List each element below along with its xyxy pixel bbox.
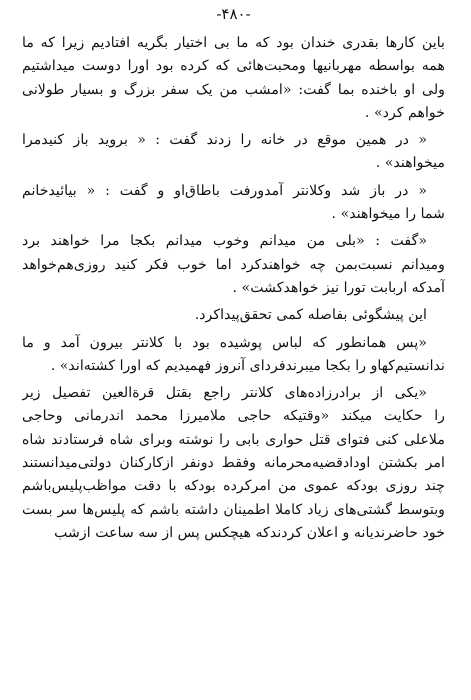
text-line: وبتوسط گشتی‌های زیاد کاملا اطمینان داشته باشم که پلیس‌ها سر بست bbox=[22, 501, 445, 518]
paragraph bbox=[22, 180, 445, 227]
text-line: « در باز شد وکلانتر آمدورفت باطاق‌او و گفت : « بیائیدخانم bbox=[22, 182, 427, 199]
text-line: چند روزی بودکه عموی من امرکرده بودکه با دقت مواظب‌پلیس‌باشم bbox=[22, 478, 445, 495]
text-line: شما را میخواهند» . bbox=[331, 206, 445, 223]
body-text bbox=[22, 32, 445, 545]
text-line: آمدکه اربابت تورا نیز خواهدکشت» . bbox=[232, 279, 445, 296]
text-line: باین کارها بقدری خندان بود که ما بی اختیار بگریه افتادیم زیرا که ما bbox=[22, 35, 445, 51]
text-line: « در همین موقع در خانه را زدند گفت : « بروید باز کنیدمرا bbox=[22, 132, 427, 149]
text-line: میخواهند» . bbox=[375, 155, 445, 172]
paragraph bbox=[22, 332, 445, 379]
text-line: امر بکشتن اوداد‌قضیه‌محرمانه وفقط دونفر ازکارکنان دولتی‌میدانستند bbox=[22, 455, 445, 472]
paragraph bbox=[22, 32, 445, 125]
text-line: ومیدانم نسبت‌بمن چه خواهندکرد اما خوب فکر کنید روزی‌هم‌خواهد bbox=[22, 256, 445, 273]
text-line: خواهم کرد» . bbox=[364, 104, 445, 121]
paragraph bbox=[22, 382, 445, 545]
paragraph bbox=[22, 230, 445, 300]
text-line: همه بواسطه مهربانیها ومحبت‌هائی که کرده بود اورا دوست میداشتیم bbox=[22, 58, 445, 75]
text-line: «پس همانطور که لباس پوشیده بود با کلانتر بیرون آمد و ما bbox=[22, 334, 427, 351]
text-line: خود حاضرندیانه و اعلان کردند‌که هیچکس پس از سه ساعت ازشب bbox=[54, 524, 445, 541]
text-line: ولی او باخنده بما گفت: «امشب من یک سفر بزرگ و بسیار طولانی bbox=[22, 81, 445, 98]
text-line: «یکی از برادرزاده‌های کلانتر راجع بقتل قرةالعین تفصیل زیر bbox=[22, 385, 427, 402]
paragraph bbox=[22, 304, 445, 327]
paragraph bbox=[22, 129, 445, 176]
text-line: را حکایت میکند «وقتیکه حاجی ملامیرزا محمد اندرمانی وحاجی‌ bbox=[22, 408, 445, 425]
text-line: ملاعلی کنی فتوای قتل حواری بابی را نوشته وبرای شاه فرستادند شاه bbox=[22, 431, 445, 448]
text-line: ندانستیم‌کهاو را بکجا میبرندفردای آنروز فهمیدیم که اورا کشته‌اند» . bbox=[50, 357, 445, 374]
text-line: «گفت : «بلی من میدانم وخوب میدانم بکجا مرا خواهند برد bbox=[22, 233, 427, 250]
page-number: -۴۸۰- bbox=[216, 5, 251, 23]
text-line: این پیشگوئی بفاصله کمی تحقق‌پیداکرد. bbox=[194, 307, 427, 324]
